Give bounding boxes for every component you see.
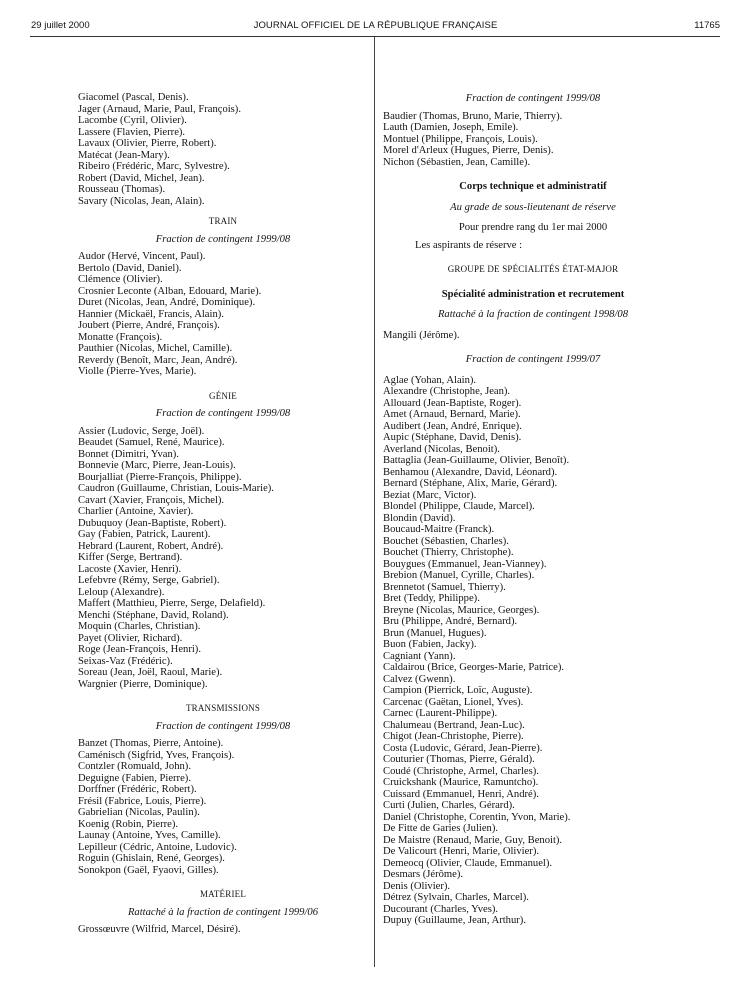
list-item: Lauth (Damien, Joseph, Emile). bbox=[383, 122, 519, 133]
list-item: Wargnier (Pierre, Dominique). bbox=[78, 678, 208, 690]
list-item: Cuissard (Emmanuel, Henri, André). bbox=[383, 788, 539, 800]
list-item: Carnec (Laurent-Philippe). bbox=[383, 708, 498, 719]
section-subheading: Fraction de contingent 1999/08 bbox=[155, 408, 291, 419]
list-item: Cagniant (Yann). bbox=[383, 650, 456, 662]
list-item: Aupic (Stéphane, David, Denis). bbox=[383, 432, 522, 443]
list-item: Koenig (Robin, Pierre). bbox=[78, 818, 179, 830]
list-item: Amet (Arnaud, Bernard, Marie). bbox=[383, 409, 521, 420]
list-item: Banzet (Thomas, Pierre, Antoine). bbox=[78, 738, 224, 749]
list-item: Launay (Antoine, Yves, Camille). bbox=[78, 830, 221, 841]
list-item: Contzler (Romuald, John). bbox=[78, 761, 191, 772]
list-item: De Valicourt (Henri, Marie, Olivier). bbox=[383, 846, 540, 857]
list-item: Chalumeau (Bertrand, Jean-Luc). bbox=[383, 719, 525, 731]
corps-heading: Corps technique et administratif bbox=[459, 181, 607, 192]
list-item: Bernard (Stéphane, Alix, Marie, Gérard). bbox=[383, 478, 558, 489]
name-list bbox=[78, 92, 368, 207]
journal-title: JOURNAL OFFICIEL DE LA RÉPUBLIQUE FRANÇAISE bbox=[253, 20, 498, 31]
list-item: Ducourant (Charles, Yves). bbox=[383, 903, 499, 915]
section-subheading: Rattaché à la fraction de contingent 1999/06 bbox=[127, 906, 319, 918]
list-item: Sonokpon (Gaël, Fyaovi, Gilles). bbox=[78, 864, 219, 876]
list-item: Bouygues (Emmanuel, Jean-Vianney). bbox=[383, 558, 547, 570]
list-item: Carcenac (Gaëtan, Lionel, Yves). bbox=[383, 696, 524, 708]
list-item: Blondin (David). bbox=[383, 512, 456, 524]
list-item: Assier (Ludovic, Serge, Joël). bbox=[78, 425, 205, 437]
list-item: Allouard (Jean-Baptiste, Roger). bbox=[383, 397, 522, 409]
list-item: Robert (David, Michel, Jean). bbox=[78, 172, 205, 184]
list-item: De Fitte de Garies (Julien). bbox=[383, 823, 499, 834]
list-item: Brennetot (Samuel, Thierry). bbox=[383, 581, 506, 593]
list-item: Benhamou (Alexandre, David, Léonard). bbox=[383, 466, 558, 478]
list-item: Menchi (Stéphane, David, Roland). bbox=[78, 609, 229, 621]
list-item: Savary (Nicolas, Jean, Alain). bbox=[78, 195, 205, 207]
list-item: Jager (Arnaud, Marie, Paul, François). bbox=[78, 103, 241, 115]
list-item: Desmars (Jérôme). bbox=[383, 869, 464, 880]
list-item: Lassere (Flavien, Pierre). bbox=[78, 126, 186, 138]
list-item: Breyne (Nicolas, Maurice, Georges). bbox=[383, 604, 540, 616]
specialite-heading: Spécialité administration et recrutement bbox=[441, 288, 625, 300]
name-list bbox=[383, 375, 683, 927]
section-subheading: Fraction de contingent 1999/07 bbox=[465, 354, 601, 365]
list-item: Leloup (Alexandre). bbox=[78, 586, 165, 598]
name-list bbox=[78, 251, 368, 378]
list-item: Cavart (Xavier, François, Michel). bbox=[78, 494, 225, 506]
list-item: Lacombe (Cyril, Olivier). bbox=[78, 115, 187, 126]
page-number: 11765 bbox=[694, 20, 720, 31]
list-item: Chigot (Jean-Christophe, Pierre). bbox=[383, 731, 524, 742]
list-item: Campion (Pierrick, Loïc, Auguste). bbox=[383, 685, 533, 696]
list-item: Alexandre (Christophe, Jean). bbox=[383, 386, 511, 397]
list-item: Boucaud-Maitre (Franck). bbox=[383, 524, 495, 535]
list-item: Buon (Fabien, Jacky). bbox=[383, 639, 477, 650]
list-item: Battaglia (Jean-Guillaume, Olivier, Benoît). bbox=[383, 455, 570, 466]
list-item: Curti (Julien, Charles, Gérard). bbox=[383, 800, 515, 811]
list-item: Audibert (Jean, André, Enrique). bbox=[383, 420, 522, 432]
list-item: Brun (Manuel, Hugues). bbox=[383, 627, 487, 639]
list-item: Lefebvre (Rémy, Serge, Gabriel). bbox=[78, 575, 220, 586]
list-item: Dubuquoy (Jean-Baptiste, Robert). bbox=[78, 517, 227, 529]
list-item: Monatte (François). bbox=[78, 331, 163, 343]
list-item: Caldairou (Brice, Georges-Marie, Patrice). bbox=[383, 662, 565, 673]
list-item: Bouchet (Thierry, Christophe). bbox=[383, 547, 514, 558]
list-item: Rousseau (Thomas). bbox=[78, 184, 166, 195]
list-item: Bertolo (David, Daniel). bbox=[78, 262, 182, 274]
list-item: Grossœuvre (Wilfrid, Marcel, Désiré). bbox=[78, 924, 241, 935]
list-item: Bonnet (Dimitri, Yvan). bbox=[78, 448, 179, 460]
list-item: Seixas-Vaz (Frédéric). bbox=[78, 655, 173, 667]
list-item: Violle (Pierre-Yves, Marie). bbox=[78, 366, 197, 377]
list-item: Averland (Nicolas, Benoit). bbox=[383, 443, 500, 455]
list-item: Beaudet (Samuel, René, Maurice). bbox=[78, 437, 225, 448]
groupe-heading: GROUPE DE SPÉCIALITÉS ÉTAT-MAJOR bbox=[447, 264, 619, 274]
list-item: Bonnevie (Marc, Pierre, Jean-Louis). bbox=[78, 460, 236, 471]
list-item: Denis (Olivier). bbox=[383, 880, 451, 892]
name-list bbox=[78, 738, 368, 876]
list-item: Détrez (Sylvain, Charles, Marcel). bbox=[383, 892, 529, 903]
list-item: Couturier (Thomas, Pierre, Gérald). bbox=[383, 754, 535, 765]
list-item: Morel d'Arleux (Hugues, Pierre, Denis). bbox=[383, 145, 554, 156]
list-item: Calvez (Gwenn). bbox=[383, 673, 456, 685]
list-item: Nichon (Sébastien, Jean, Camille). bbox=[383, 156, 531, 168]
right-column bbox=[383, 93, 683, 927]
list-item: Demeocq (Olivier, Claude, Emmanuel). bbox=[383, 857, 553, 869]
list-item: Joubert (Pierre, André, François). bbox=[78, 320, 220, 331]
list-item: Aglae (Yohan, Alain). bbox=[383, 374, 477, 386]
list-item: Blondel (Philippe, Claude, Marcel). bbox=[383, 501, 535, 512]
list-item: Brebion (Manuel, Cyrille, Charles). bbox=[383, 570, 535, 581]
list-item: Bouchet (Sébastien, Charles). bbox=[383, 535, 509, 547]
list-item: Bret (Teddy, Philippe). bbox=[383, 593, 480, 604]
list-item: Pauthier (Nicolas, Michel, Camille). bbox=[78, 343, 233, 354]
list-item: Roguin (Ghislain, René, Georges). bbox=[78, 853, 225, 864]
list-item: Montuel (Philippe, François, Louis). bbox=[383, 133, 538, 145]
header-rule bbox=[30, 36, 720, 37]
list-item: Ribeiro (Frédéric, Marc, Sylvestre). bbox=[78, 161, 230, 172]
list-item: Dorffner (Frédéric, Robert). bbox=[78, 784, 197, 795]
list-item: Reverdy (Benoît, Marc, Jean, André). bbox=[78, 354, 238, 366]
list-item: Bourjalliat (Pierre-François, Philippe). bbox=[78, 471, 242, 483]
list-item: Payet (Olivier, Richard). bbox=[78, 632, 183, 644]
name-list bbox=[383, 330, 683, 342]
list-item: Hannier (Mickaël, Francis, Alain). bbox=[78, 308, 224, 320]
list-item: Lepilleur (Cédric, Antoine, Ludovic). bbox=[78, 841, 237, 853]
list-item: Mangili (Jérôme). bbox=[383, 329, 460, 341]
list-item: Gay (Fabien, Patrick, Laurent). bbox=[78, 529, 211, 540]
name-list bbox=[78, 924, 368, 936]
name-list bbox=[78, 426, 368, 691]
section-subheading: Fraction de contingent 1999/08 bbox=[155, 233, 291, 245]
list-item: Lavaux (Olivier, Pierre, Robert). bbox=[78, 138, 217, 149]
list-item: Charlier (Antoine, Xavier). bbox=[78, 506, 194, 517]
list-item: Beziat (Marc, Victor). bbox=[383, 489, 477, 501]
list-item: De Maistre (Renaud, Marie, Guy, Benoit). bbox=[383, 834, 563, 846]
name-list bbox=[383, 111, 683, 169]
rattache-line: Rattaché à la fraction de contingent 1998/08 bbox=[437, 309, 629, 320]
list-item: Cruickshank (Maurice, Ramuntcho). bbox=[383, 777, 539, 788]
section-heading-materiel: MATÉRIEL bbox=[199, 889, 247, 899]
list-item: Lacoste (Xavier, Henri). bbox=[78, 563, 182, 575]
list-item: Crosnier Leconte (Alban, Edouard, Marie). bbox=[78, 285, 262, 297]
left-column bbox=[78, 92, 368, 936]
aspirants-line: Les aspirants de réserve : bbox=[415, 239, 523, 251]
list-item: Clémence (Olivier). bbox=[78, 274, 163, 285]
list-item: Baudier (Thomas, Bruno, Marie, Thierry). bbox=[383, 110, 563, 122]
grade-line: Au grade de sous-lieutenant de réserve bbox=[450, 201, 616, 213]
list-item: Deguigne (Fabien, Pierre). bbox=[78, 772, 191, 784]
list-item: Soreau (Jean, Joël, Raoul, Marie). bbox=[78, 667, 223, 678]
list-item: Hebrard (Laurent, Robert, André). bbox=[78, 540, 224, 552]
list-item: Maffert (Matthieu, Pierre, Serge, Delafield). bbox=[78, 598, 266, 609]
list-item: Audor (Hervé, Vincent, Paul). bbox=[78, 251, 206, 262]
list-item: Bru (Philippe, André, Bernard). bbox=[383, 616, 518, 627]
column-divider bbox=[374, 37, 375, 967]
list-item: Frésil (Fabrice, Louis, Pierre). bbox=[78, 795, 207, 807]
list-item: Kiffer (Serge, Bertrand). bbox=[78, 552, 183, 563]
list-item: Daniel (Christophe, Corentin, Yvon, Marie). bbox=[383, 811, 571, 823]
section-heading-transmissions: TRANSMISSIONS bbox=[185, 703, 261, 713]
section-heading-train: TRAIN bbox=[208, 216, 238, 226]
list-item: Coudé (Christophe, Armel, Charles). bbox=[383, 765, 539, 777]
section-subheading: Fraction de contingent 1999/08 bbox=[155, 720, 291, 732]
list-item: Moquin (Charles, Christian). bbox=[78, 621, 201, 632]
list-item: Matécat (Jean-Mary). bbox=[78, 149, 170, 161]
list-item: Gabrielian (Nicolas, Paulin). bbox=[78, 807, 200, 818]
header-date: 29 juillet 2000 bbox=[31, 20, 90, 31]
list-item: Caudron (Guillaume, Christian, Louis-Marie). bbox=[78, 483, 274, 494]
section-subheading: Fraction de contingent 1999/08 bbox=[465, 93, 601, 104]
list-item: Roge (Jean-François, Henri). bbox=[78, 644, 201, 655]
page-header bbox=[31, 20, 720, 36]
list-item: Giacomel (Pascal, Denis). bbox=[78, 92, 189, 103]
list-item: Costa (Ludovic, Gérard, Jean-Pierre). bbox=[383, 742, 543, 754]
list-item: Dupuy (Guillaume, Jean, Arthur). bbox=[383, 915, 526, 926]
section-heading-genie: GÉNIE bbox=[209, 390, 237, 401]
list-item: Caménisch (Sigfrid, Yves, François). bbox=[78, 749, 235, 761]
list-item: Duret (Nicolas, Jean, André, Dominique). bbox=[78, 297, 256, 308]
rang-line: Pour prendre rang du 1er mai 2000 bbox=[458, 222, 608, 233]
